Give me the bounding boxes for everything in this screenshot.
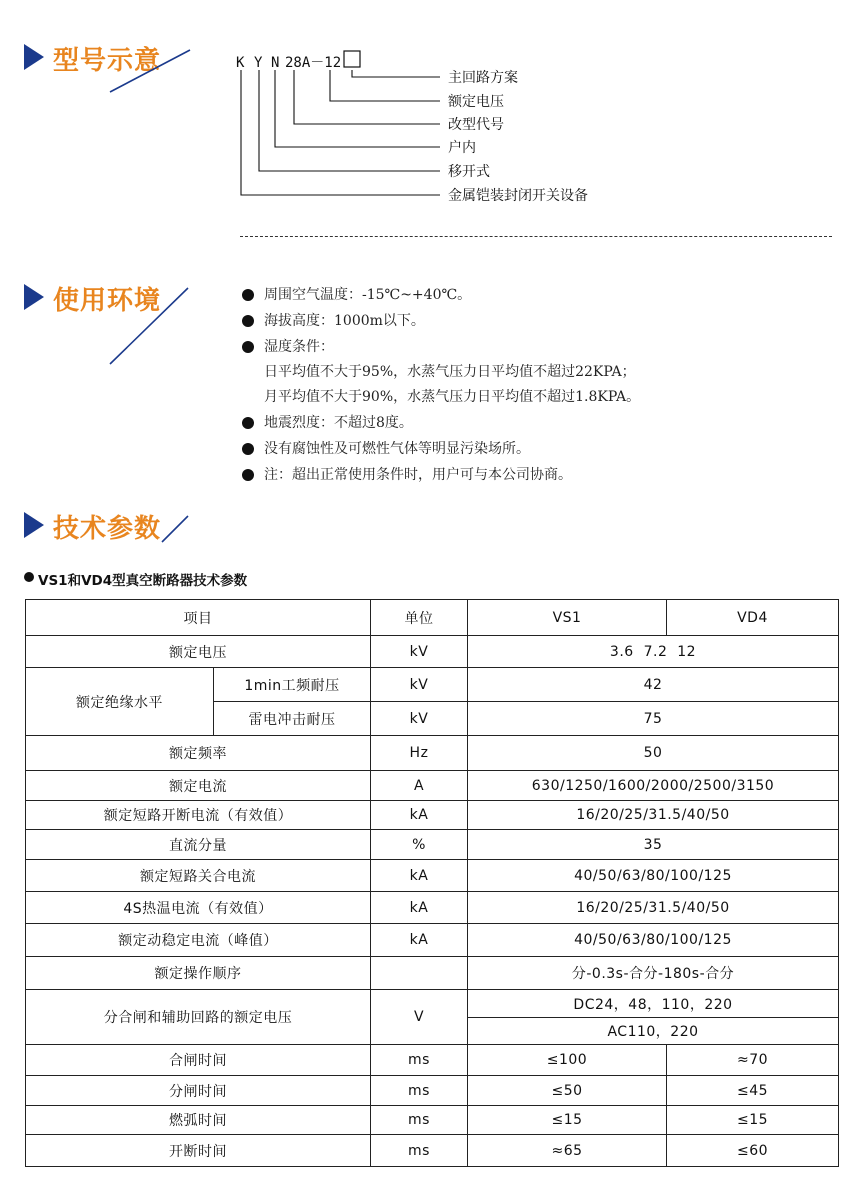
cell-subitem: 1min工频耐压: [214, 668, 371, 702]
cell-unit: kV: [371, 636, 468, 668]
label-modification: 改型代号: [448, 117, 504, 133]
cell-item: 4S热温电流（有效值）: [26, 892, 371, 924]
cell-value: 16/20/25/31.5/40/50: [468, 892, 839, 924]
header-item: 项目: [26, 600, 371, 636]
environment-list: [240, 282, 640, 488]
cell-item: 合闸时间: [26, 1045, 371, 1076]
cell-value: 35: [468, 830, 839, 860]
cell-vd4: ≈70: [667, 1045, 839, 1076]
list-item: 海拔高度：1000m以下。: [240, 308, 640, 334]
cell-unit: ms: [371, 1045, 468, 1076]
cell-unit: ms: [371, 1076, 468, 1106]
cell-value: DC24，48，110，220: [468, 990, 839, 1018]
cell-item: 分合闸和辅助回路的额定电压: [26, 990, 371, 1045]
cell-subitem: 雷电冲击耐压: [214, 702, 371, 736]
table-row: [26, 860, 839, 892]
cell-item: 额定电流: [26, 771, 371, 801]
cell-item: 开断时间: [26, 1135, 371, 1167]
list-item: 没有腐蚀性及可燃性气体等明显污染场所。: [240, 436, 640, 462]
cell-value: 3.6 7.2 12: [468, 636, 839, 668]
cell-item: 分闸时间: [26, 1076, 371, 1106]
cell-vd4: ≤45: [667, 1076, 839, 1106]
table-title: VS1和VD4型真空断路器技术参数: [38, 569, 247, 589]
table-row: [26, 668, 839, 702]
table-row: [26, 736, 839, 771]
code-char-n: N: [271, 55, 280, 71]
table-row: [26, 1135, 839, 1167]
cell-vd4: ≤60: [667, 1135, 839, 1167]
list-item: 地震烈度：不超过8度。: [240, 410, 640, 436]
model-code-diagram: [228, 40, 668, 220]
cell-item: 额定绝缘水平: [26, 668, 214, 736]
section-title: 使用环境: [53, 286, 162, 316]
table-row: [26, 1106, 839, 1135]
cell-unit: kV: [371, 668, 468, 702]
code-char-y: Y: [254, 55, 263, 71]
cell-vs1: ≤50: [468, 1076, 667, 1106]
cell-item: 额定动稳定电流（峰值）: [26, 924, 371, 957]
cell-unit: ms: [371, 1135, 468, 1167]
cell-item: 直流分量: [26, 830, 371, 860]
code-blank-box: [344, 51, 360, 67]
cell-value: 分-0.3s-合分-180s-合分: [468, 957, 839, 990]
cell-unit: A: [371, 771, 468, 801]
cell-item: 额定短路关合电流: [26, 860, 371, 892]
list-item: 湿度条件：: [240, 334, 640, 360]
list-item-sub: 月平均值不大于90%，水蒸气压力日平均值不超过1.8KPA。: [264, 389, 641, 405]
triangle-marker-icon: [24, 44, 44, 70]
slash-decoration-icon: [108, 286, 190, 366]
table-row: [26, 892, 839, 924]
cell-value: 42: [468, 668, 839, 702]
code-char-k: K: [236, 55, 245, 71]
section-title: 技术参数: [53, 514, 162, 544]
header-vs1: VS1: [468, 600, 667, 636]
cell-unit: kA: [371, 892, 468, 924]
spec-table: [25, 599, 839, 1167]
cell-item: 额定操作顺序: [26, 957, 371, 990]
cell-unit: [371, 957, 468, 990]
cell-item: 燃弧时间: [26, 1106, 371, 1135]
table-row: [26, 636, 839, 668]
label-rated-voltage: 额定电压: [448, 94, 504, 110]
cell-unit: kA: [371, 860, 468, 892]
code-char-rest: 28A－12: [285, 55, 342, 71]
label-main-circuit: 主回路方案: [448, 70, 518, 86]
triangle-marker-icon: [24, 512, 44, 538]
header-unit: 单位: [371, 600, 468, 636]
cell-vd4: ≤15: [667, 1106, 839, 1135]
table-row: [26, 771, 839, 801]
table-row: [26, 990, 839, 1018]
cell-unit: V: [371, 990, 468, 1045]
cell-vs1: ≈65: [468, 1135, 667, 1167]
cell-unit: kA: [371, 924, 468, 957]
table-row: [26, 1076, 839, 1106]
cell-value: 40/50/63/80/100/125: [468, 860, 839, 892]
table-row: [26, 801, 839, 830]
label-indoor: 户内: [448, 140, 476, 156]
table-row: [26, 957, 839, 990]
cell-value: 630/1250/1600/2000/2500/3150: [468, 771, 839, 801]
slash-decoration-icon: [108, 48, 192, 94]
cell-value: 40/50/63/80/100/125: [468, 924, 839, 957]
list-item: 注：超出正常使用条件时，用户可与本公司协商。: [240, 462, 640, 488]
cell-value: 50: [468, 736, 839, 771]
cell-vs1: ≤15: [468, 1106, 667, 1135]
cell-vs1: ≤100: [468, 1045, 667, 1076]
header-vd4: VD4: [667, 600, 839, 636]
cell-unit: %: [371, 830, 468, 860]
table-row: [26, 830, 839, 860]
cell-item: 额定短路开断电流（有效值）: [26, 801, 371, 830]
cell-unit: kA: [371, 801, 468, 830]
cell-value: AC110，220: [468, 1018, 839, 1045]
cell-value: 75: [468, 702, 839, 736]
label-metal-clad: 金属铠装封闭开关设备: [448, 188, 588, 204]
cell-unit: kV: [371, 702, 468, 736]
table-header-row: [26, 600, 839, 636]
slash-decoration-icon: [160, 514, 190, 544]
cell-value: 16/20/25/31.5/40/50: [468, 801, 839, 830]
list-item: 周围空气温度：-15℃~+40℃。: [240, 282, 640, 308]
cell-unit: Hz: [371, 736, 468, 771]
triangle-marker-icon: [24, 284, 44, 310]
cell-unit: ms: [371, 1106, 468, 1135]
list-item-sub: 日平均值不大于95%，水蒸气压力日平均值不超过22KPA；: [264, 364, 636, 380]
table-row: [26, 1045, 839, 1076]
cell-item: 额定频率: [26, 736, 371, 771]
label-withdrawable: 移开式: [448, 164, 490, 180]
section-title: 型号示意: [53, 46, 162, 76]
cell-item: 额定电压: [26, 636, 371, 668]
table-row: [26, 924, 839, 957]
dashed-divider: [240, 236, 832, 237]
